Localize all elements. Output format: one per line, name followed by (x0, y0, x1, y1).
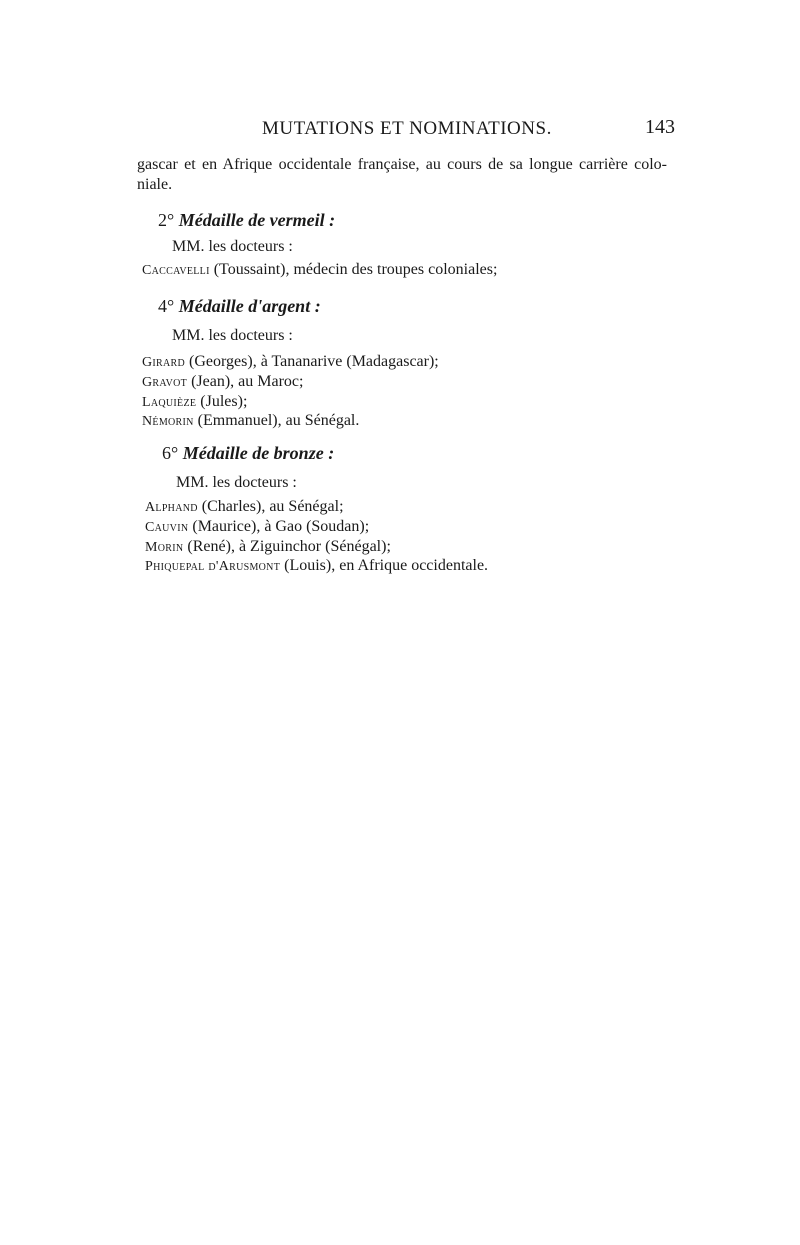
running-title: MUTATIONS ET NOMINATIONS. (262, 118, 552, 139)
person-name: Gravot (142, 375, 188, 390)
running-head (0, 118, 800, 142)
section-number: 4° (158, 296, 175, 316)
list-item (145, 517, 369, 538)
person-name: Laquièze (142, 395, 197, 410)
salutation: MM. les docteurs : (172, 327, 293, 344)
section-number: 2° (158, 210, 175, 230)
person-details: (Emmanuel), au Sénégal. (193, 412, 360, 429)
page-number: 143 (645, 116, 675, 138)
intro-line-2: niale. (137, 176, 173, 193)
section-title: Médaille de bronze : (182, 443, 335, 463)
salutation: MM. les docteurs : (172, 238, 293, 255)
list-item (142, 411, 359, 432)
person-details: (Jean), au Maroc; (187, 373, 304, 390)
section-heading-vermeil (158, 210, 335, 230)
person-name: Caccavelli (142, 263, 210, 278)
list-item (145, 497, 344, 518)
list-item (142, 352, 439, 373)
person-details: (Georges), à Tananarive (Madagascar); (185, 353, 439, 370)
section-heading-bronze (162, 443, 334, 463)
person-details: (Charles), au Sénégal; (197, 498, 344, 515)
list-item (145, 556, 488, 577)
section-title: Médaille de vermeil : (178, 210, 336, 230)
person-details: (Toussaint), médecin des troupes coloniales; (209, 261, 498, 278)
person-name: Phiquepal d'Arusmont (145, 559, 281, 574)
list-item (142, 260, 497, 281)
section-title: Médaille d'argent : (178, 296, 321, 316)
person-name: Alphand (145, 500, 198, 515)
person-details: (René), à Ziguinchor (Sénégal); (183, 538, 391, 555)
person-details: (Louis), en Afrique occidentale. (280, 557, 489, 574)
list-item (145, 537, 391, 558)
section-number: 6° (162, 443, 179, 463)
intro-line-1: gascar et en Afrique occidentale française, au cours de sa longue carrière colo- (137, 156, 667, 173)
section-heading-argent (158, 296, 321, 316)
person-name: Némorin (142, 414, 194, 429)
list-item (142, 392, 247, 413)
person-details: (Maurice), à Gao (Soudan); (188, 518, 370, 535)
person-name: Morin (145, 540, 184, 555)
salutation: MM. les docteurs : (176, 474, 297, 491)
person-details: (Jules); (196, 393, 248, 410)
person-name: Girard (142, 355, 186, 370)
person-name: Cauvin (145, 520, 189, 535)
list-item (142, 372, 303, 393)
